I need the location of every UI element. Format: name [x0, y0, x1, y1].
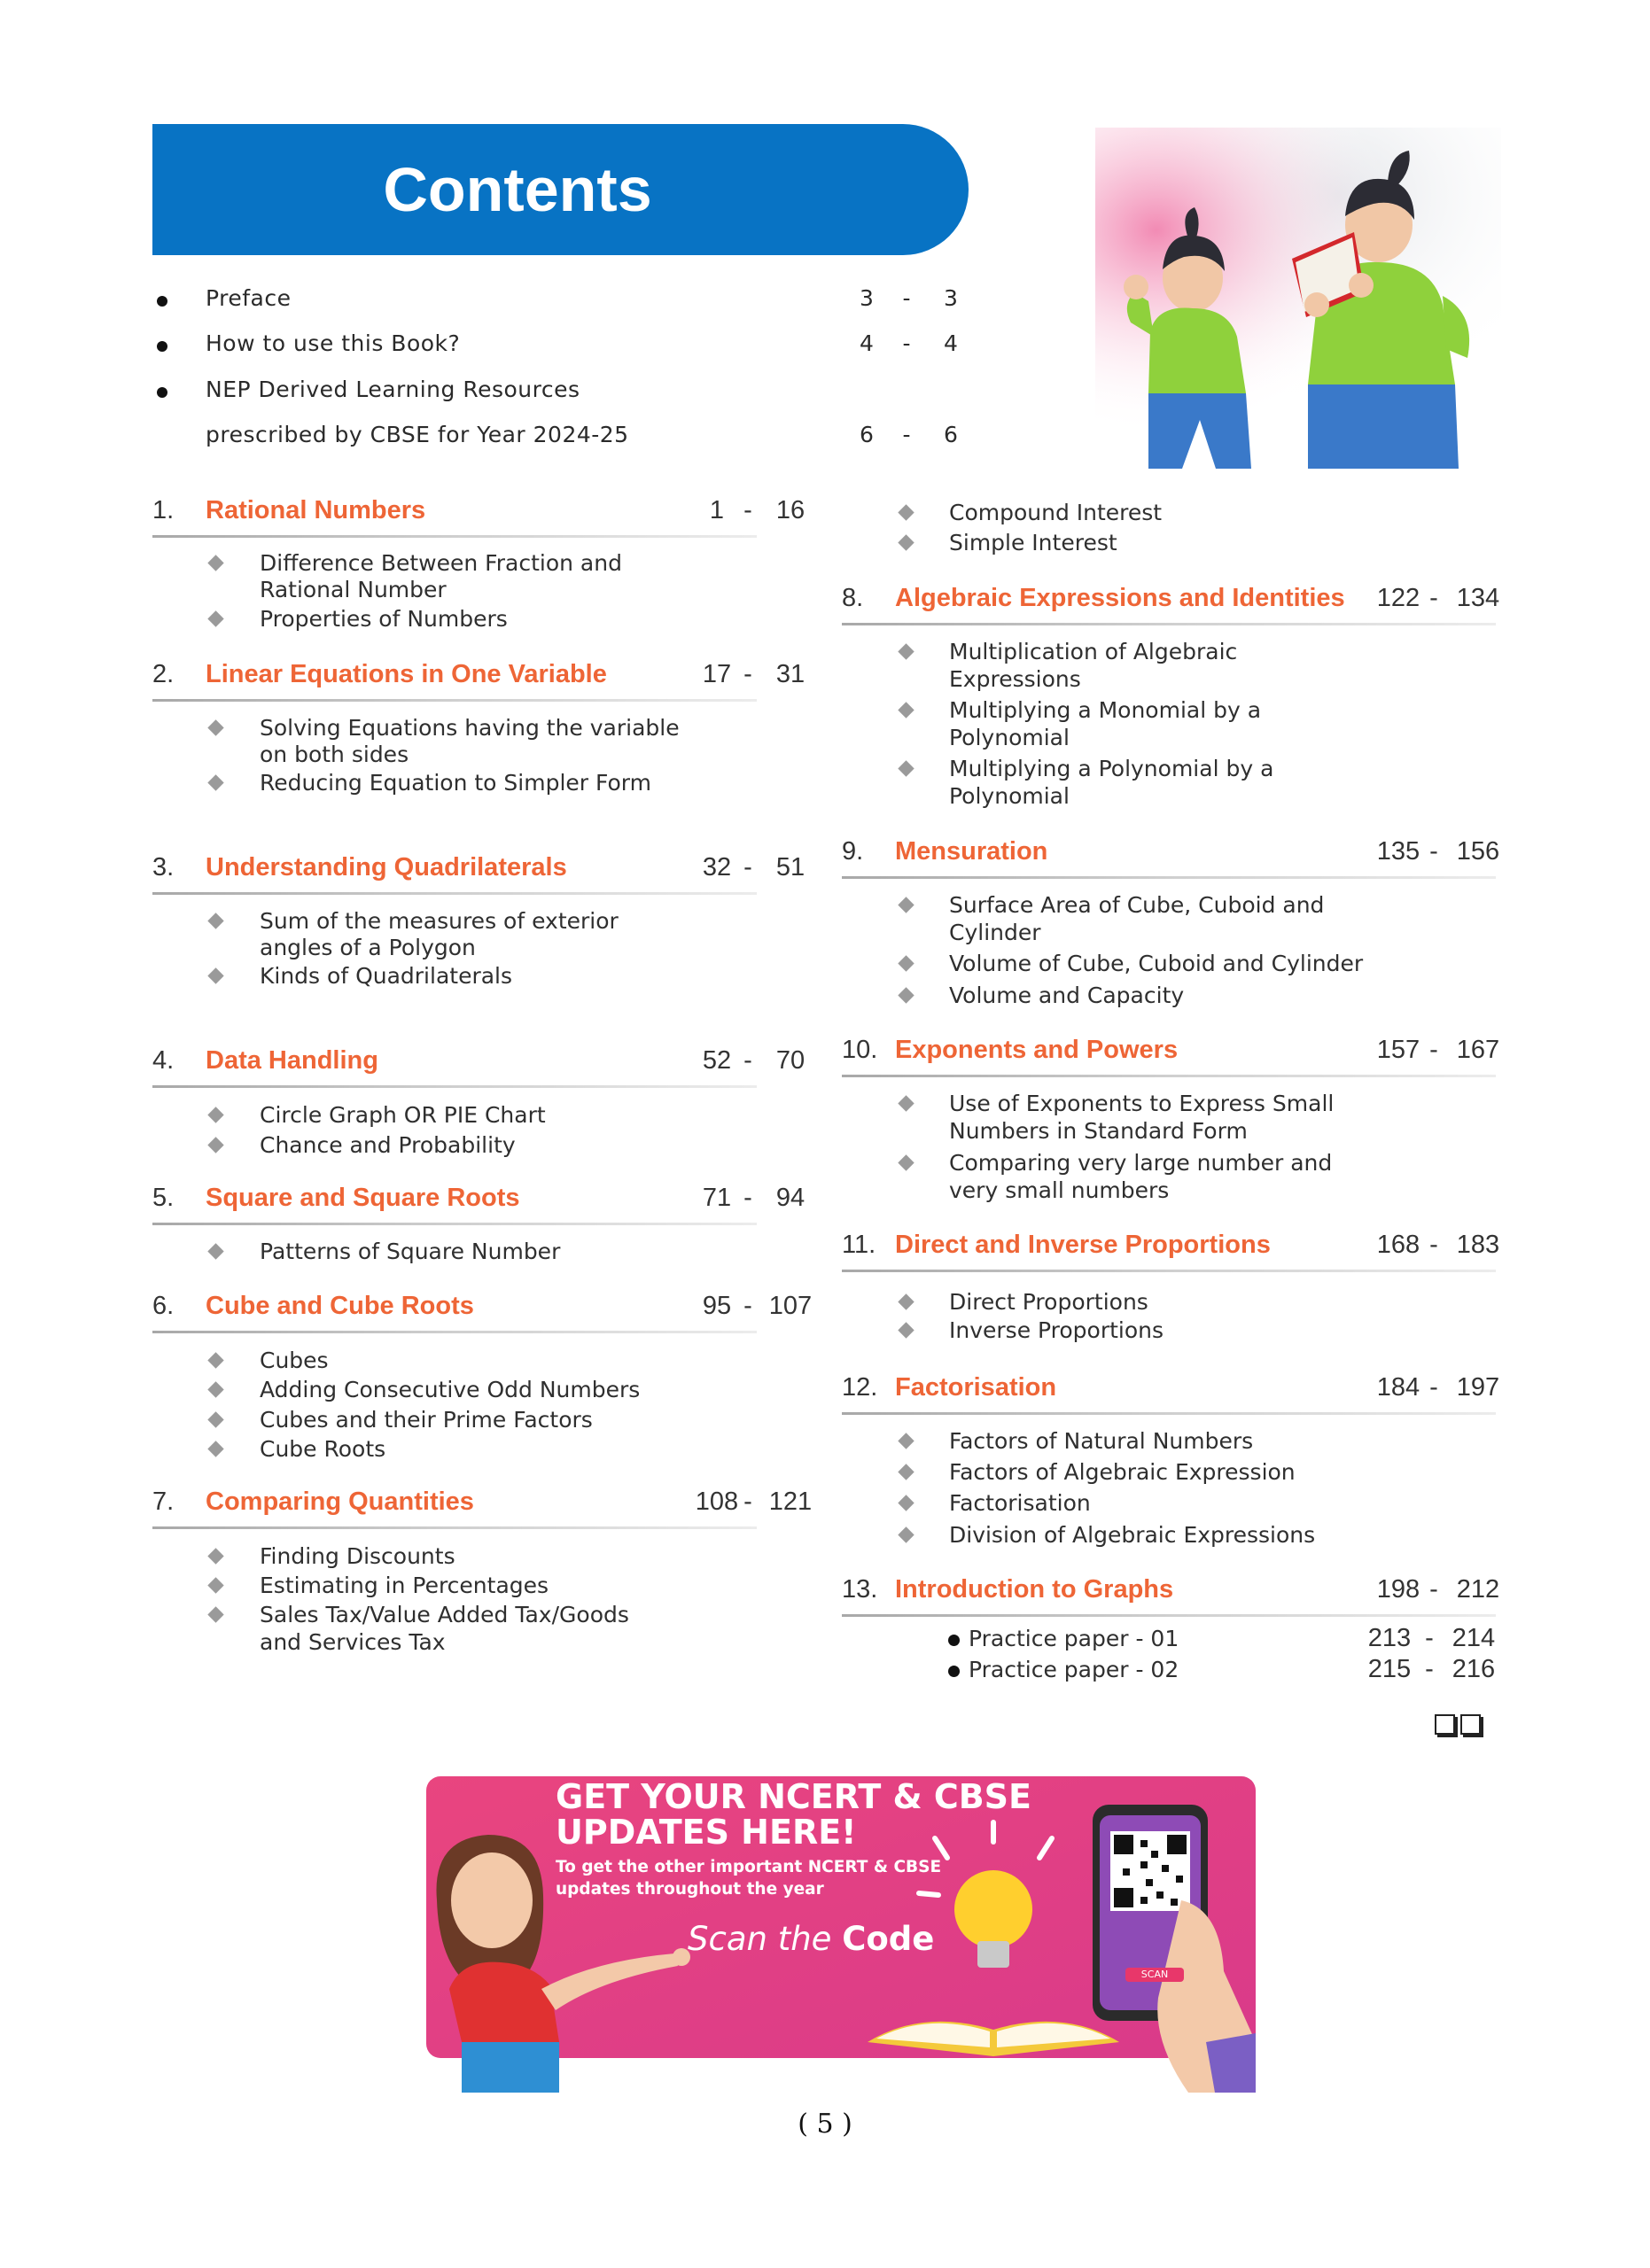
topic-item: Surface Area of Cube, Cuboid and: [949, 892, 1325, 918]
bullet-diamond-icon: [898, 643, 914, 659]
topic-item: Factorisation: [949, 1490, 1091, 1516]
bullet-icon: [157, 296, 167, 307]
bullet-diamond-icon: [898, 534, 914, 550]
chapter-divider: [152, 1223, 757, 1225]
topic-item: Properties of Numbers: [260, 606, 508, 632]
promo-scan-text: [688, 1920, 934, 1958]
chapter-title: Data Handling: [206, 1046, 378, 1075]
chapter-page-from: 135: [1376, 837, 1420, 866]
chapter-page-to: 183: [1456, 1231, 1500, 1259]
prelim-dash: -: [902, 422, 911, 447]
chapter-title: Rational Numbers: [206, 496, 426, 524]
topic-item: Inverse Proportions: [949, 1317, 1164, 1343]
prelim-to: 6: [944, 422, 958, 447]
topic-item: Polynomial: [949, 783, 1070, 809]
page-dash: -: [1429, 837, 1438, 866]
bullet-diamond-icon: [207, 1577, 223, 1593]
topic-item: Compound Interest: [949, 500, 1163, 525]
chapter-divider: [842, 1412, 1496, 1415]
bullet-diamond-icon: [207, 1411, 223, 1427]
bullet-diamond-icon: [207, 1606, 223, 1622]
page-dash: -: [1429, 584, 1438, 612]
bullet-diamond-icon: [898, 1154, 914, 1170]
chapter-page-to: 197: [1456, 1373, 1500, 1402]
chapter-page-to: 134: [1456, 584, 1500, 612]
scan-button[interactable]: SCAN: [1125, 1968, 1184, 1982]
bullet-diamond-icon: [898, 1495, 914, 1511]
page-dash: -: [743, 496, 752, 524]
page-dash: -: [743, 1487, 752, 1516]
page-dash: -: [743, 1046, 752, 1075]
chapter-number: 7.: [152, 1487, 175, 1516]
chapter-page-to: 167: [1456, 1036, 1500, 1064]
chapter-divider: [152, 1331, 757, 1333]
bullet-diamond-icon: [898, 1322, 914, 1338]
chapter-divider: [152, 535, 757, 538]
topic-item: Division of Algebraic Expressions: [949, 1522, 1316, 1548]
page-dash: -: [1425, 1655, 1434, 1683]
bullet-diamond-icon: [207, 1381, 223, 1397]
chapter-divider: [152, 892, 757, 895]
bullet-icon: [157, 387, 167, 398]
bullet-diamond-icon: [207, 913, 223, 928]
bullet-diamond-icon: [207, 774, 223, 790]
bullet-icon: [948, 1635, 960, 1646]
page-dash: -: [743, 1184, 752, 1212]
promo-subtext-line1: To get the other important NCERT & CBSE: [556, 1858, 942, 1876]
chapter-number: 5.: [152, 1184, 175, 1212]
bullet-diamond-icon: [207, 1548, 223, 1564]
practice-paper-1-from: 213: [1367, 1624, 1412, 1652]
topic-item: Cubes and their Prime Factors: [260, 1407, 593, 1433]
topic-item: Circle Graph OR PIE Chart: [260, 1102, 546, 1128]
prelim-from: 3: [860, 285, 874, 311]
topic-item: Factors of Natural Numbers: [949, 1428, 1254, 1454]
end-mark-icon: [1435, 1714, 1455, 1735]
topic-item: Finding Discounts: [260, 1543, 455, 1569]
bullet-diamond-icon: [898, 504, 914, 520]
chapter-divider: [842, 876, 1496, 879]
promo-subtext-line2: updates throughout the year: [556, 1880, 824, 1899]
topic-item: Kinds of Quadrilaterals: [260, 963, 513, 989]
bullet-diamond-icon: [898, 955, 914, 971]
page-dash: -: [1429, 1575, 1438, 1604]
end-mark-icon: [1460, 1714, 1481, 1735]
prelim-to: 4: [944, 330, 958, 356]
topic-item: Sum of the measures of exterior: [260, 908, 619, 934]
prelim-nep-line2: prescribed by CBSE for Year 2024-25: [206, 422, 629, 447]
topic-item: Chance and Probability: [260, 1132, 516, 1158]
topic-item: Numbers in Standard Form: [949, 1118, 1248, 1144]
prelim-nep: NEP Derived Learning Resources: [206, 377, 580, 402]
chapter-title: Factorisation: [895, 1373, 1057, 1402]
chapter-page-from: 17: [702, 660, 732, 688]
chapter-title: Square and Square Roots: [206, 1184, 520, 1212]
bullet-diamond-icon: [207, 1137, 223, 1153]
page-dash: -: [743, 660, 752, 688]
bullet-diamond-icon: [898, 1293, 914, 1309]
bullet-diamond-icon: [207, 1441, 223, 1456]
chapter-page-to: 16: [775, 496, 806, 524]
reading-children-illustration: [1095, 128, 1501, 469]
chapter-title: Comparing Quantities: [206, 1487, 474, 1516]
chapter-number: 1.: [152, 496, 175, 524]
chapter-number: 2.: [152, 660, 175, 688]
topic-item: Multiplying a Monomial by a: [949, 697, 1262, 723]
topic-item: Multiplying a Polynomial by a: [949, 756, 1274, 781]
page-dash: -: [1429, 1231, 1438, 1259]
chapter-title: Cube and Cube Roots: [206, 1292, 474, 1320]
chapter-page-to: 94: [775, 1184, 806, 1212]
chapter-number: 13.: [842, 1575, 878, 1604]
topic-item: Adding Consecutive Odd Numbers: [260, 1377, 641, 1402]
chapter-page-from: 32: [702, 853, 732, 882]
page-dash: -: [1429, 1036, 1438, 1064]
chapter-divider: [152, 1526, 757, 1529]
bullet-icon: [157, 341, 167, 352]
code-word: Code: [842, 1920, 935, 1958]
bullet-diamond-icon: [207, 1352, 223, 1368]
bullet-diamond-icon: [898, 1526, 914, 1542]
chapter-page-from: 122: [1376, 584, 1420, 612]
chapter-page-from: 1: [709, 496, 725, 524]
page-number: ( 5 ): [798, 2109, 852, 2140]
promo-headline: [556, 1779, 1052, 1850]
prelim-to: 3: [944, 285, 958, 311]
bullet-diamond-icon: [898, 1464, 914, 1480]
chapter-page-to: 51: [775, 853, 806, 882]
prelim-from: 6: [860, 422, 874, 447]
bullet-diamond-icon: [898, 1095, 914, 1111]
topic-item: Expressions: [949, 666, 1081, 692]
chapter-page-from: 52: [702, 1046, 732, 1075]
chapter-page-from: 108: [695, 1487, 739, 1516]
topic-item: on both sides: [260, 742, 409, 767]
topic-item: Factors of Algebraic Expression: [949, 1459, 1296, 1485]
bullet-diamond-icon: [898, 897, 914, 913]
page-dash: -: [1425, 1624, 1434, 1652]
bullet-diamond-icon: [898, 987, 914, 1003]
topic-item: Volume of Cube, Cuboid and Cylinder: [949, 951, 1364, 976]
bullet-diamond-icon: [207, 967, 223, 983]
topic-item: Cubes: [260, 1348, 329, 1373]
chapter-number: 3.: [152, 853, 175, 882]
scan-word: Scan: [688, 1920, 767, 1958]
prelim-dash: -: [902, 330, 911, 356]
practice-paper-2: Practice paper - 02: [969, 1657, 1179, 1682]
chapter-number: 6.: [152, 1292, 175, 1320]
chapter-divider: [842, 1075, 1496, 1077]
topic-item: Simple Interest: [949, 530, 1117, 555]
chapter-page-from: 71: [702, 1184, 732, 1212]
chapter-page-to: 107: [768, 1292, 813, 1320]
chapter-number: 10.: [842, 1036, 878, 1064]
chapter-divider: [842, 1270, 1496, 1272]
practice-paper-2-from: 215: [1367, 1655, 1412, 1683]
bullet-diamond-icon: [207, 555, 223, 571]
chapter-title: Algebraic Expressions and Identities: [895, 584, 1345, 612]
promo-headline-line1: GET YOUR NCERT & CBSE: [556, 1777, 1032, 1816]
chapter-page-from: 168: [1376, 1231, 1420, 1259]
chapter-page-to: 31: [775, 660, 806, 688]
promo-subtext: [556, 1856, 972, 1900]
bullet-diamond-icon: [207, 719, 223, 735]
chapter-number: 12.: [842, 1373, 878, 1402]
bullet-diamond-icon: [898, 702, 914, 718]
chapter-number: 11.: [842, 1231, 876, 1259]
topic-item: Multiplication of Algebraic: [949, 639, 1238, 664]
topic-item: and Services Tax: [260, 1629, 446, 1655]
chapter-page-from: 95: [702, 1292, 732, 1320]
prelim-dash: -: [902, 285, 911, 311]
prelim-from: 4: [860, 330, 874, 356]
topic-item: Estimating in Percentages: [260, 1573, 549, 1598]
topic-item: Direct Proportions: [949, 1289, 1148, 1315]
prelim-preface: Preface: [206, 285, 292, 311]
topic-item: Use of Exponents to Express Small: [949, 1091, 1335, 1116]
chapter-page-to: 212: [1456, 1575, 1500, 1604]
page-dash: -: [743, 1292, 752, 1320]
chapter-number: 4.: [152, 1046, 175, 1075]
bullet-diamond-icon: [207, 1107, 223, 1122]
practice-paper-1-to: 214: [1452, 1624, 1496, 1652]
chapter-title: Understanding Quadrilaterals: [206, 853, 567, 882]
topic-item: very small numbers: [949, 1177, 1170, 1203]
topic-item: Difference Between Fraction and: [260, 550, 622, 576]
page-dash: -: [1429, 1373, 1438, 1402]
bullet-diamond-icon: [898, 760, 914, 776]
chapter-page-to: 121: [768, 1487, 813, 1516]
chapter-title: Mensuration: [895, 837, 1048, 866]
practice-paper-1: Practice paper - 01: [969, 1626, 1179, 1651]
chapter-divider: [152, 1085, 757, 1088]
topic-item: Rational Number: [260, 577, 447, 602]
chapter-divider: [842, 623, 1496, 625]
chapter-title: Exponents and Powers: [895, 1036, 1179, 1064]
chapter-number: 9.: [842, 837, 864, 866]
page-dash: -: [743, 853, 752, 882]
chapter-page-to: 70: [775, 1046, 806, 1075]
topic-item: Sales Tax/Value Added Tax/Goods: [260, 1602, 629, 1627]
bullet-icon: [948, 1666, 960, 1677]
bullet-diamond-icon: [207, 1243, 223, 1259]
chapter-divider: [152, 699, 757, 702]
chapter-number: 8.: [842, 584, 864, 612]
topic-item: Reducing Equation to Simpler Form: [260, 770, 651, 796]
topic-item: Polynomial: [949, 725, 1070, 750]
topic-item: Cylinder: [949, 920, 1041, 945]
topic-item: Volume and Capacity: [949, 983, 1185, 1008]
promo-headline-line2: UPDATES HERE!: [556, 1813, 857, 1852]
chapter-title: Linear Equations in One Variable: [206, 660, 607, 688]
chapter-page-from: 198: [1376, 1575, 1420, 1604]
bullet-diamond-icon: [898, 1433, 914, 1449]
chapter-divider: [842, 1614, 1496, 1617]
topic-item: Cube Roots: [260, 1436, 386, 1462]
page-title: Contents: [383, 155, 652, 224]
chapter-title: Introduction to Graphs: [895, 1575, 1174, 1604]
prelim-how-to-use: How to use this Book?: [206, 330, 461, 356]
topic-item: Patterns of Square Number: [260, 1239, 561, 1264]
chapter-page-from: 184: [1376, 1373, 1420, 1402]
topic-item: Solving Equations having the variable: [260, 715, 680, 741]
chapter-page-to: 156: [1456, 837, 1500, 866]
chapter-page-from: 157: [1376, 1036, 1420, 1064]
topic-item: Comparing very large number and: [949, 1150, 1333, 1176]
topic-item: angles of a Polygon: [260, 935, 476, 960]
bullet-diamond-icon: [207, 610, 223, 626]
chapter-title: Direct and Inverse Proportions: [895, 1231, 1271, 1259]
practice-paper-2-to: 216: [1452, 1655, 1496, 1683]
the-word: the: [777, 1920, 832, 1958]
